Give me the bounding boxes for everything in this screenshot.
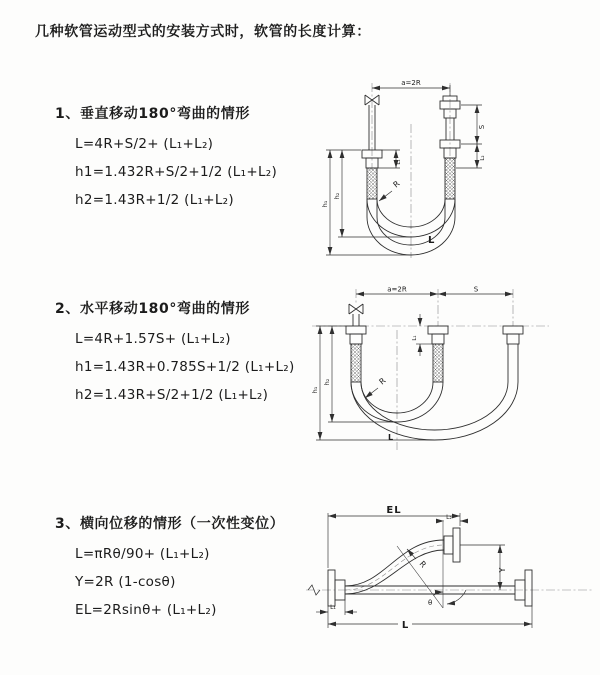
dim-label-L1: L₁ xyxy=(330,604,336,611)
right-braided-hose xyxy=(445,158,455,199)
section1-heading: 1、垂直移动180°弯曲的情形 xyxy=(55,106,250,122)
dim-label-h1: h₁ xyxy=(321,200,329,208)
section2-formula-L: L=4R+1.57S+ (L₁+L₂) xyxy=(75,331,231,347)
middle-braided-hose xyxy=(433,344,443,382)
page-title: 几种软管运动型式的安装方式时，软管的长度计算： xyxy=(35,24,371,40)
dim-label-L2: L₂ xyxy=(446,514,452,521)
dim-label-L1: L₁ xyxy=(412,335,418,341)
radius-label: R xyxy=(377,376,388,387)
dim-label-S: S xyxy=(478,124,486,130)
hose-displaced-lower-edge xyxy=(345,550,444,594)
dim-label-a2r: a=2R xyxy=(401,79,421,87)
centerlines xyxy=(372,83,450,258)
dimensions xyxy=(326,85,482,255)
section1-formula-h2: h2=1.43R+1/2 (L₁+L₂) xyxy=(75,192,234,208)
diagram-lateral-displacement xyxy=(300,500,600,650)
right-flange-displaced xyxy=(453,528,460,562)
hose-drawing xyxy=(346,304,523,440)
length-label: L xyxy=(388,433,394,442)
shifted-flange xyxy=(503,326,523,334)
diagram-horizontal-180-bend xyxy=(306,282,598,457)
section3-formula-EL: EL=2Rsinθ+ (L₁+L₂) xyxy=(75,602,217,618)
section3-formula-L: L=πRθ/90+ (L₁+L₂) xyxy=(75,546,210,562)
dim-label-S: S xyxy=(473,285,479,294)
left-flange xyxy=(346,326,366,334)
centerlines xyxy=(306,545,594,590)
section3-formula-Y: Y=2R (1-cosθ) xyxy=(75,574,176,590)
dim-label-a2r: a=2R xyxy=(387,285,407,294)
dim-label-h2: h₂ xyxy=(323,378,331,386)
section2-formula-h2: h2=1.43R+S/2+1/2 (L₁+L₂) xyxy=(75,387,269,403)
section2-heading: 2、水平移动180°弯曲的情形 xyxy=(55,301,250,317)
length-label: L xyxy=(428,235,435,246)
dim-label-L2: L₂ xyxy=(480,155,486,161)
angle-label-theta: θ xyxy=(428,599,433,607)
right-flange-original xyxy=(525,570,532,606)
dim-label-h1: h₁ xyxy=(311,386,319,394)
valve-icon xyxy=(349,304,363,314)
middle-flange xyxy=(428,326,448,334)
section3-heading: 3、横向位移的情形（一次性变位） xyxy=(55,516,285,532)
hose-displaced-upper-edge xyxy=(345,540,444,586)
diagram-vertical-180-bend xyxy=(310,72,600,262)
centerlines xyxy=(312,289,549,450)
dim-label-L1: L₁ xyxy=(396,159,402,165)
length-label: L xyxy=(401,620,409,631)
left-braided-hose xyxy=(351,344,361,382)
radius-label: R xyxy=(391,179,402,190)
dim-label-Y: Y xyxy=(498,567,507,573)
section1-formula-h1: h1=1.432R+S/2+1/2 (L₁+L₂) xyxy=(75,164,278,180)
section2-formula-h1: h1=1.43R+0.785S+1/2 (L₁+L₂) xyxy=(75,359,295,375)
radius-label: R xyxy=(417,559,428,570)
dim-label-EL: EL xyxy=(386,505,402,516)
dim-label-h2: h₂ xyxy=(333,192,341,200)
left-flange xyxy=(328,570,335,606)
left-braided-hose xyxy=(367,168,377,199)
section1-formula-L: L=4R+S/2+ (L₁+L₂) xyxy=(75,136,214,152)
